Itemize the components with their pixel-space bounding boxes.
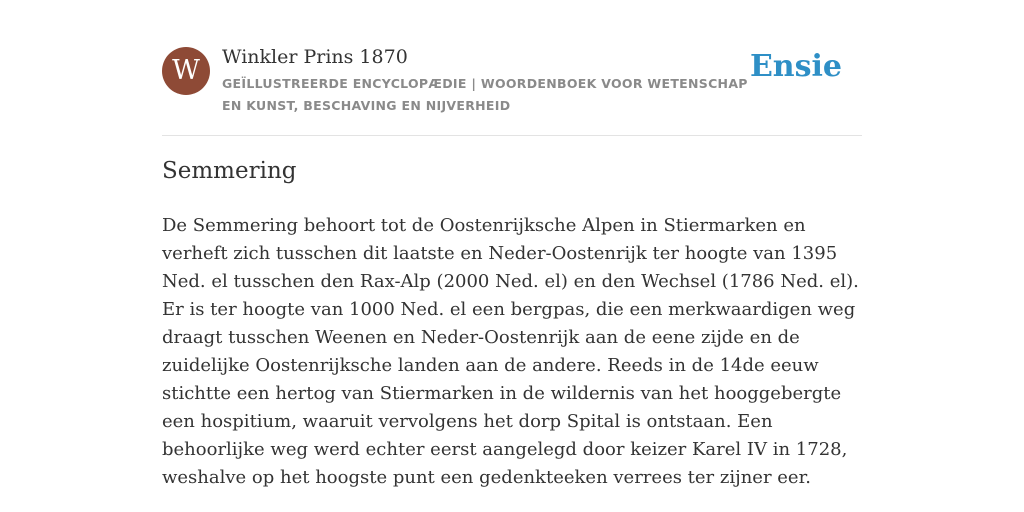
article-body: De Semmering behoort tot de Oostenrijksche Alpen in Stiermarken en verheft zich tusschen dit laatste en Neder-Oostenrijk ter hoogte van 1395 Ned. el tusschen den Rax-Alp (2000 Ned. el) en den Wechsel (1786 Ned. el). Er is ter hoogte van 1000 Ned. el een bergpas, die een merkwaardigen weg draagt tusschen Weenen en Neder-Oostenrijk aan de eene zijde en de zuidelijke Oostenrijksche landen aan de andere. Reeds in de 14de eeuw stichtte een hertog van Stiermarken in de wildernis van het hooggebergte een hospitium, waaruit vervolgens het dorp Spital is ontstaan. Een behoorlijke weg werd echter eerst aangelegd door keizer Karel IV in 1728, weshalve op het hoogste punt een gedenkteeken verrees ter zijner eer. bbox=[162, 215, 859, 488]
source-subtitle: GEÏLLUSTREERDE ENCYCLOPÆDIE | WOORDENBOEK VOOR WETENSCHAP EN KUNST, BESCHAVING EN NIJVERHEID bbox=[222, 76, 748, 113]
source-title[interactable]: Winkler Prins 1870 bbox=[222, 46, 408, 68]
ensie-logo-link[interactable]: Ensie bbox=[749, 49, 842, 84]
source-avatar: W bbox=[162, 47, 210, 95]
article-title: Semmering bbox=[162, 158, 297, 184]
source-header bbox=[162, 44, 862, 119]
header-divider bbox=[162, 135, 862, 136]
